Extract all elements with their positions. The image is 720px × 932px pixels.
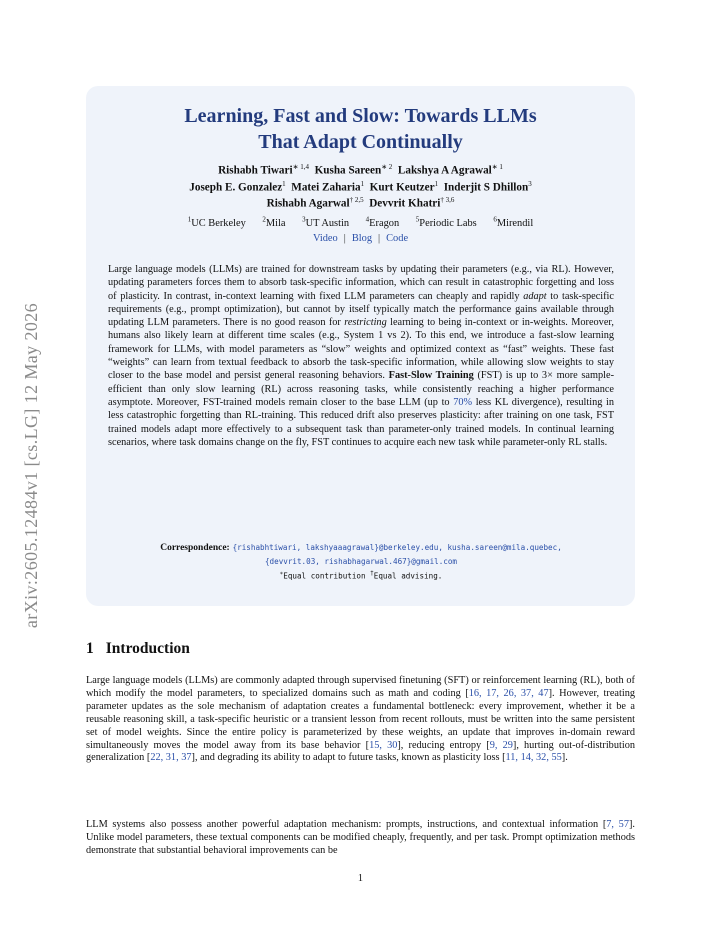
author-affil-sup: ∗ 1,4 (292, 163, 309, 171)
author-affil-sup: 1 (360, 180, 365, 188)
author-affil-sup: † 2,5 (349, 196, 364, 204)
author-affil-sup: † 3,6 (440, 196, 455, 204)
author-affil-sup: ∗ 2 (381, 163, 393, 171)
author-name: Lakshya A Agrawal (397, 164, 492, 177)
author-affil-sup: 3 (528, 180, 532, 188)
video-link[interactable]: Video (312, 233, 338, 244)
affiliation: $^3$UT Austin (302, 216, 350, 230)
paper-title (86, 103, 635, 155)
arxiv-sidebar-stamp (18, 255, 46, 675)
affiliation: $^5$Periodic Labs (415, 216, 477, 230)
blog-link[interactable]: Blog (351, 233, 373, 244)
citation[interactable]: 9, 29 (489, 739, 513, 751)
citation[interactable]: 11, 14, 32, 55 (505, 752, 562, 764)
affiliation: $^4$Eragon (365, 216, 400, 230)
email-link[interactable]: {devvrit.03, rishabhagarwal.467}@gmail.com (264, 557, 458, 566)
affiliation: $^6$Mirendil (493, 216, 534, 230)
affiliation: $^1$UC Berkeley (187, 216, 246, 230)
author-name: Matei Zaharia (291, 181, 361, 194)
abstract (108, 263, 614, 449)
resource-links: Video | Blog | Code (312, 233, 409, 244)
author-name: Rishabh Tiwari (218, 164, 293, 177)
author-name: Inderjit S Dhillon (443, 181, 529, 194)
correspondence-label: Correspondence (160, 543, 227, 553)
arxiv-identifier: arXiv:2605.12484v1 [cs.LG] 12 May 2026 (21, 302, 42, 628)
equal-contribution-note: ∗Equal contribution †Equal advising. (279, 570, 443, 581)
citation[interactable]: 22, 31, 37 (150, 752, 192, 764)
code-link[interactable]: Code (386, 233, 409, 244)
section-heading-introduction: 1 Introduction (86, 640, 190, 657)
affiliation: $^2$Mila (262, 216, 286, 230)
author-affil-sup: 1 (282, 180, 286, 188)
page-number: 1 (357, 873, 364, 884)
author-name: Rishabh Agarwal (266, 197, 350, 210)
title-line-1: Learning, Fast and Slow: Towards LLMs (184, 105, 537, 127)
citation[interactable]: 16, 17, 26, 37, 47 (468, 687, 549, 699)
author-affil-sup: 1 (434, 180, 439, 188)
citation[interactable]: 7, 57 (606, 819, 629, 830)
author-name: Devvrit Khatri (369, 197, 441, 210)
abstract-paragraph: Large language models (LLMs) are trained for downstream tasks by updating their parameters (e.g., via RL). However, updating parameters forces them to absorb task-specific information, which can result in catastrophic forgetting and loss of plasticity. In contrast, in-context learning with fixed LLM parameters can cheaply and rapidly adapt to task-specific requirements (e.g., prompt optimization), but cannot by itself typically match the performance gains available through updating LLM parameters. There is no good reason for restricting learning to being in-context or in-weights. Moreover, humans also likely learn at different time scales (e.g., System 1 vs 2). To this end, we introduce a fast-slow learning framework for LLMs, with model parameters as “slow” weights and optimized context as “fast” weights. These fast “weights” can learn from textual feedback to absorb the task-specific information, while allowing slow weights to stay closer to the base model and persist general reasoning behaviors. Fast-Slow Training (FST) is up to 3× more sample-efficient than only slow learning (RL) across reasoning tasks, while consistently reaching a higher performance asymptote. Moreover, FST-trained models remain closer to the base LLM (up to 70% less KL divergence), resulting in less catastrophic forgetting than RL-training. This reduced drift also preserves plasticity: after training on one task, FST trained models adapt more effectively to a subsequent task than parameter-only trained models. In continual learning scenarios, where task domains change on the fly, FST continues to acquire each new task while parameter-only RL stalls. (108, 264, 614, 448)
correspondence: Correspondence: {rishabhtiwari, lakshyaaagrawal}@berkeley.edu, kusha.sareen@mila.quebec, {devvrit.03, rishabhagarwal.467}@gmail.com (160, 543, 562, 566)
email-link[interactable]: {rishabhtiwari, lakshyaaagrawal}@berkeley.edu, kusha.sareen@mila.quebec, (232, 543, 562, 552)
author-line-3 (86, 192, 635, 212)
intro-paragraph-1: Large language models (LLMs) are commonly adapted through supervised finetuning (SFT) or reinforcement learning (RL), both of which modify the model parameters, to specialized domains such as math and coding [16, 17, 26, 37, 47]. However, treating parameter updates as the sole mechanism of adaptation creates a fundamental bottleneck: every improvement, whether it be a reusable reasoning skill, a task-specific heuristic or a transient lesson from recent rollouts, must be written into the same persistent set of model weights. Since the entire policy is parameterized by these weights, an update that improves in-domain reward simultaneously moves the model away from its base behavior [15, 30], reducing entropy [9, 29], hurting out-of-distribution generalization [22, 31, 37], and degrading its ability to adapt to future tasks, known as plasticity loss [11, 14, 32, 55]. (86, 675, 636, 764)
author-name: Joseph E. Gonzalez (189, 181, 283, 194)
author-affil-sup: ∗ 1 (491, 163, 503, 171)
title-line-2: That Adapt Continually (258, 131, 463, 153)
author-name: Kurt Keutzer (369, 181, 435, 194)
author-name: Kusha Sareen (314, 164, 382, 177)
intro-paragraph-2: LLM systems also possess another powerful adaptation mechanism: prompts, instructions, and contextual information [7, 57]. Unlike model parameters, these textual components can be modified cheaply, frequently, and per task. Prompt optimization methods demonstrate that substantial behavioral improvements can be (86, 819, 635, 856)
affiliations (86, 216, 635, 229)
citation[interactable]: 15, 30 (369, 739, 398, 751)
